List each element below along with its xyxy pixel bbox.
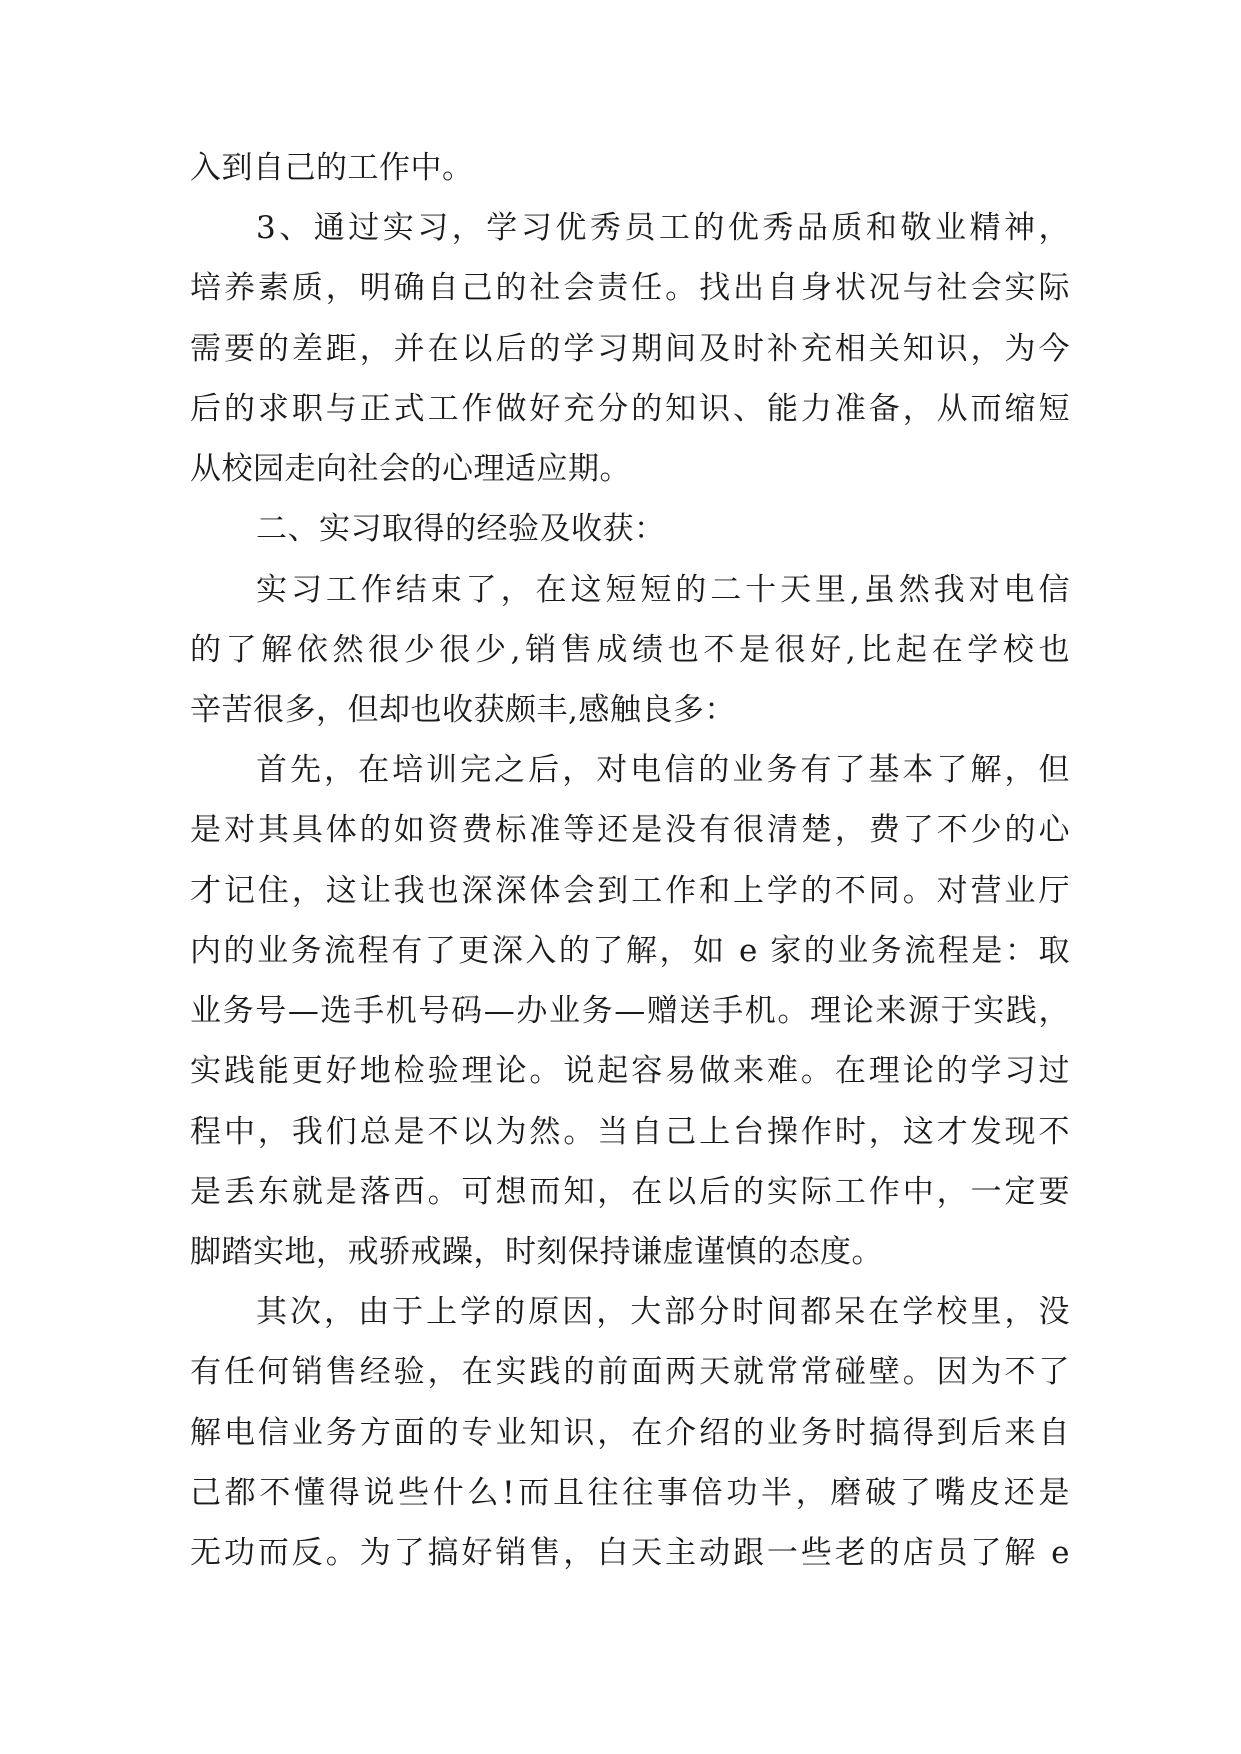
text-line-24: 无功而反。为了搞好销售，白天主动跟一些老的店员了解 e <box>190 1535 1070 1571</box>
text-line-14: 内的业务流程有了更深入的了解，如 e 家的业务流程是：取 <box>190 933 1070 969</box>
text-line-23: 己都不懂得说些什么!而且往往事倍功半，磨破了嘴皮还是 <box>190 1475 1070 1511</box>
text-line-20: 其次，由于上学的原因，大部分时间都呆在学校里，没 <box>256 1294 1070 1330</box>
text-line-15: 业务号—选手机号码—办业务—赠送手机。理论来源于实践， <box>190 993 1070 1029</box>
text-line-1: 入到自己的工作中。 <box>190 150 474 186</box>
text-line-5: 后的求职与正式工作做好充分的知识、能力准备，从而缩短 <box>190 391 1070 427</box>
text-line-6: 从校园走向社会的心理适应期。 <box>190 451 631 487</box>
text-line-19: 脚踏实地，戒骄戒躁，时刻保持谦虚谨慎的态度。 <box>190 1234 883 1270</box>
text-line-11: 首先，在培训完之后，对电信的业务有了基本了解，但 <box>256 752 1070 788</box>
text-line-12: 是对其具体的如资费标准等还是没有很清楚，费了不少的心 <box>190 812 1070 848</box>
text-line-17: 程中，我们总是不以为然。当自己上台操作时，这才发现不 <box>190 1114 1070 1150</box>
text-line-9: 的了解依然很少很少,销售成绩也不是很好,比起在学校也 <box>190 632 1070 668</box>
text-line-3: 培养素质，明确自己的社会责任。找出自身状况与社会实际 <box>190 270 1070 306</box>
section-heading: 二、实习取得的经验及收获： <box>256 511 666 547</box>
text-line-4: 需要的差距，并在以后的学习期间及时补充相关知识，为今 <box>190 331 1070 367</box>
text-line-10: 辛苦很多，但却也收获颇丰,感触良多： <box>190 692 736 728</box>
text-line-13: 才记住，这让我也深深体会到工作和上学的不同。对营业厅 <box>190 873 1070 909</box>
text-line-22: 解电信业务方面的专业知识，在介绍的业务时搞得到后来自 <box>190 1415 1070 1451</box>
text-line-18: 是丢东就是落西。可想而知，在以后的实际工作中，一定要 <box>190 1174 1070 1210</box>
text-line-8: 实习工作结束了，在这短短的二十天里,虽然我对电信 <box>256 572 1070 608</box>
text-line-16: 实践能更好地检验理论。说起容易做来难。在理论的学习过 <box>190 1053 1070 1089</box>
text-line-2: 3、通过实习，学习优秀员工的优秀品质和敬业精神， <box>256 210 1070 246</box>
text-line-21: 有任何销售经验，在实践的前面两天就常常碰壁。因为不了 <box>190 1354 1070 1390</box>
